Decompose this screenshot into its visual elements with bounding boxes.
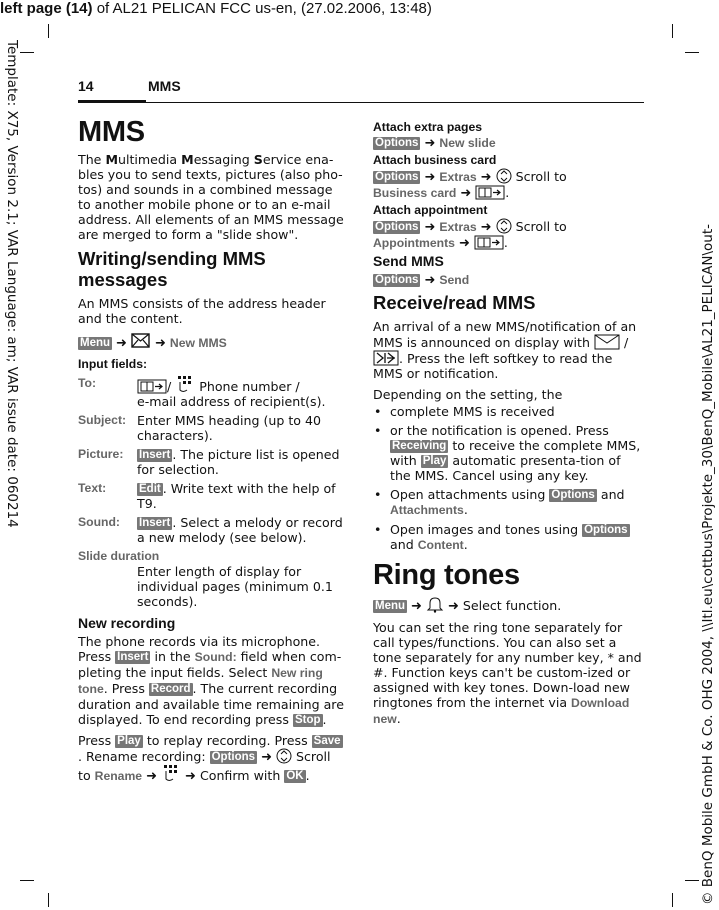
path-business-card: Options ➜ Extras ➜ Scroll to Business card ➜ .: [373, 169, 567, 201]
notification-icon: [373, 350, 399, 366]
intro-paragraph: The Multimedia Messaging Service ena-bles you to send texts, pictures (also pho-tos) and sounds in a combined message to another mobile phone or to an e-mail address. All elements of an MMS message are merged to form a "slide show".: [78, 152, 344, 242]
field-slide-duration: Slide duration Enter length of display for individual pages (minimum 0.1 seconds).: [78, 549, 344, 609]
arrow-icon: ➜: [424, 273, 436, 288]
options-softkey[interactable]: Options: [375, 274, 419, 286]
hand-pointer-icon: [161, 765, 181, 783]
arrow-icon: ➜: [146, 769, 157, 784]
envelope-icon: [594, 334, 620, 350]
heading-mms: MMS: [78, 116, 145, 148]
menu-softkey[interactable]: Menu: [375, 600, 406, 612]
header-rule: [78, 102, 644, 103]
edit-softkey[interactable]: Edit: [139, 483, 161, 495]
insert-softkey[interactable]: Insert: [117, 651, 149, 663]
field-picture-key: Picture:: [78, 447, 124, 461]
list-item: • complete MMS is received: [373, 404, 645, 419]
arrow-icon: ➜: [460, 186, 472, 201]
new-mms-label: New MMS: [169, 336, 227, 350]
header-rule-accent: [78, 100, 146, 103]
options-softkey[interactable]: Options: [375, 137, 419, 149]
consists-paragraph: An MMS consists of the address header and the content.: [78, 296, 326, 326]
field-slide-key: Slide duration: [78, 549, 160, 563]
nav-key-icon: [496, 218, 512, 234]
field-to-key: To:: [78, 376, 97, 390]
side-copyright-label: © BenQ Mobile GmbH & Co. OHG 2004, \\Itl.eu\cottbus\Projekte_30\BenQ_Mobile\AL21_PELICAN\out-: [700, 224, 716, 905]
depending-text: Depending on the setting, the: [373, 387, 563, 402]
field-text-key: Text:: [78, 481, 107, 495]
path-appointments: Options ➜ Extras ➜ Scroll to Appointments ➜ .: [373, 219, 567, 251]
envelope-icon: [131, 332, 151, 350]
arrow-icon: ➜: [261, 750, 272, 765]
label-attach-business-card: Attach business card: [373, 153, 497, 167]
label-attach-appointment: Attach appointment: [373, 203, 488, 217]
path-new-slide: Options ➜ New slide: [375, 136, 496, 151]
stop-softkey[interactable]: Stop: [294, 714, 321, 726]
heading-receive-read: Receive/read MMS: [373, 292, 536, 313]
field-text: Text: Edit . Write text with the help of T9.: [78, 481, 336, 511]
left-column: [78, 114, 344, 790]
label-attach-extra-pages: Attach extra pages: [373, 120, 483, 134]
crop-mark: [48, 24, 49, 38]
crop-mark: [672, 24, 673, 38]
side-copyright-text: [698, 0, 718, 910]
page-number: 14: [78, 78, 94, 94]
receive-options-list: [373, 404, 645, 553]
list-item: • Open images and tones using Options and Content.: [373, 522, 645, 553]
nav-key-icon: [496, 168, 512, 184]
play-softkey[interactable]: Play: [422, 455, 447, 467]
field-sound: Sound: Insert . Select a melody or record a new melody (see below).: [78, 515, 343, 545]
arrow-icon: ➜: [185, 769, 196, 784]
arrow-icon: ➜: [480, 220, 492, 235]
arrow-icon: ➜: [411, 599, 422, 614]
print-header-rest: of AL21 PELICAN FCC us-en, (27.02.2006, 13:48): [92, 0, 432, 17]
crop-mark: [48, 893, 49, 907]
options-softkey[interactable]: Options: [375, 171, 419, 183]
field-subject: Subject: Enter MMS heading (up to 40 characters).: [78, 413, 322, 443]
arrow-icon: ➜: [458, 236, 470, 251]
nav-key-icon: [276, 748, 292, 764]
ok-softkey[interactable]: OK: [286, 770, 304, 782]
arrow-icon: ➜: [154, 336, 166, 351]
heading-send-mms: Send MMS: [373, 253, 444, 269]
phonebook-icon: [137, 379, 167, 394]
heading-ring-tones: Ring tones: [373, 559, 520, 591]
arrow-icon: ➜: [480, 170, 492, 185]
heading-new-recording: New recording: [78, 615, 176, 631]
arrow-icon: ➜: [424, 170, 436, 185]
side-template-label: Template: X75, Version 2.1; VAR Language: am; VAR issue date: 060214: [4, 40, 20, 528]
crop-mark: [685, 52, 699, 53]
list-item: • Open attachments using Options and Attachments.: [373, 487, 645, 518]
crop-mark: [672, 893, 673, 907]
field-picture: Picture: Insert . The picture list is opened for selection.: [78, 447, 340, 477]
record-softkey[interactable]: Record: [150, 683, 191, 695]
field-to: To: / Phone number / e-mail address of recipient(s).: [78, 376, 326, 409]
recording-paragraph: The phone records via its microphone. Press Insert in the Sound: field when com-pleting the input fields. Select New ring tone. Press Record . The current recording duration and available time remaining are displayed. To end recording press Stop .: [78, 634, 344, 727]
crop-mark: [20, 52, 34, 53]
ring-paragraph: You can set the ring tone separately for call types/functions. You can also set a tone separately for any number key, * and #. Function keys can't be custom-ized or assigned with key tones. Down-load new ringtones from the internet via Download new.: [373, 620, 642, 726]
crop-mark: [685, 880, 699, 881]
side-template-text: [2, 40, 22, 600]
insert-softkey[interactable]: Insert: [139, 449, 171, 461]
page-title: MMS: [148, 78, 181, 94]
play-softkey[interactable]: Play: [117, 735, 141, 747]
menu-path-new-mms: [78, 332, 344, 351]
insert-softkey[interactable]: Insert: [139, 517, 171, 529]
replay-paragraph: Press Play to replay recording. Press Save. Rename recording: Options ➜ Scroll to Rename ➜ ➜ Confirm with OK .: [78, 733, 341, 784]
input-fields-label: Input fields:: [78, 357, 148, 371]
arrow-icon: ➜: [116, 336, 127, 351]
phonebook-icon: [474, 235, 504, 250]
ring-menu-path: Menu ➜ ➜ Select function.: [373, 595, 645, 614]
receiving-softkey[interactable]: Receiving: [392, 440, 447, 452]
right-column: [373, 120, 645, 733]
path-send: Options ➜ Send: [375, 273, 470, 288]
crop-mark: [20, 880, 34, 881]
print-header: [0, 0, 432, 17]
field-subject-key: Subject:: [78, 413, 127, 427]
field-sound-key: Sound:: [78, 515, 120, 529]
arrival-paragraph: An arrival of a new MMS/notification of an MMS is announced on display with / . Press the left softkey to read the MMS or notification.: [373, 319, 637, 381]
list-item: • or the notification is opened. Press Receiving to receive the complete MMS, with Play automatic presenta-tion of the MMS. Cancel using any key.: [373, 423, 645, 483]
arrow-icon: ➜: [424, 220, 436, 235]
menu-softkey[interactable]: Menu: [80, 337, 111, 349]
options-softkey[interactable]: Options: [375, 221, 419, 233]
hand-pointer-icon: [175, 376, 195, 394]
phonebook-icon: [475, 185, 505, 200]
heading-writing-sending: Writing/sending MMS messages: [78, 248, 266, 290]
bell-icon: [426, 595, 444, 613]
save-softkey[interactable]: Save: [313, 735, 341, 747]
options-softkey[interactable]: Options: [551, 489, 595, 501]
print-header-prefix: left page (14): [0, 0, 93, 17]
arrow-icon: ➜: [424, 136, 436, 151]
options-softkey[interactable]: Options: [211, 751, 256, 763]
options-softkey[interactable]: Options: [584, 524, 628, 536]
arrow-icon: ➜: [447, 599, 459, 614]
